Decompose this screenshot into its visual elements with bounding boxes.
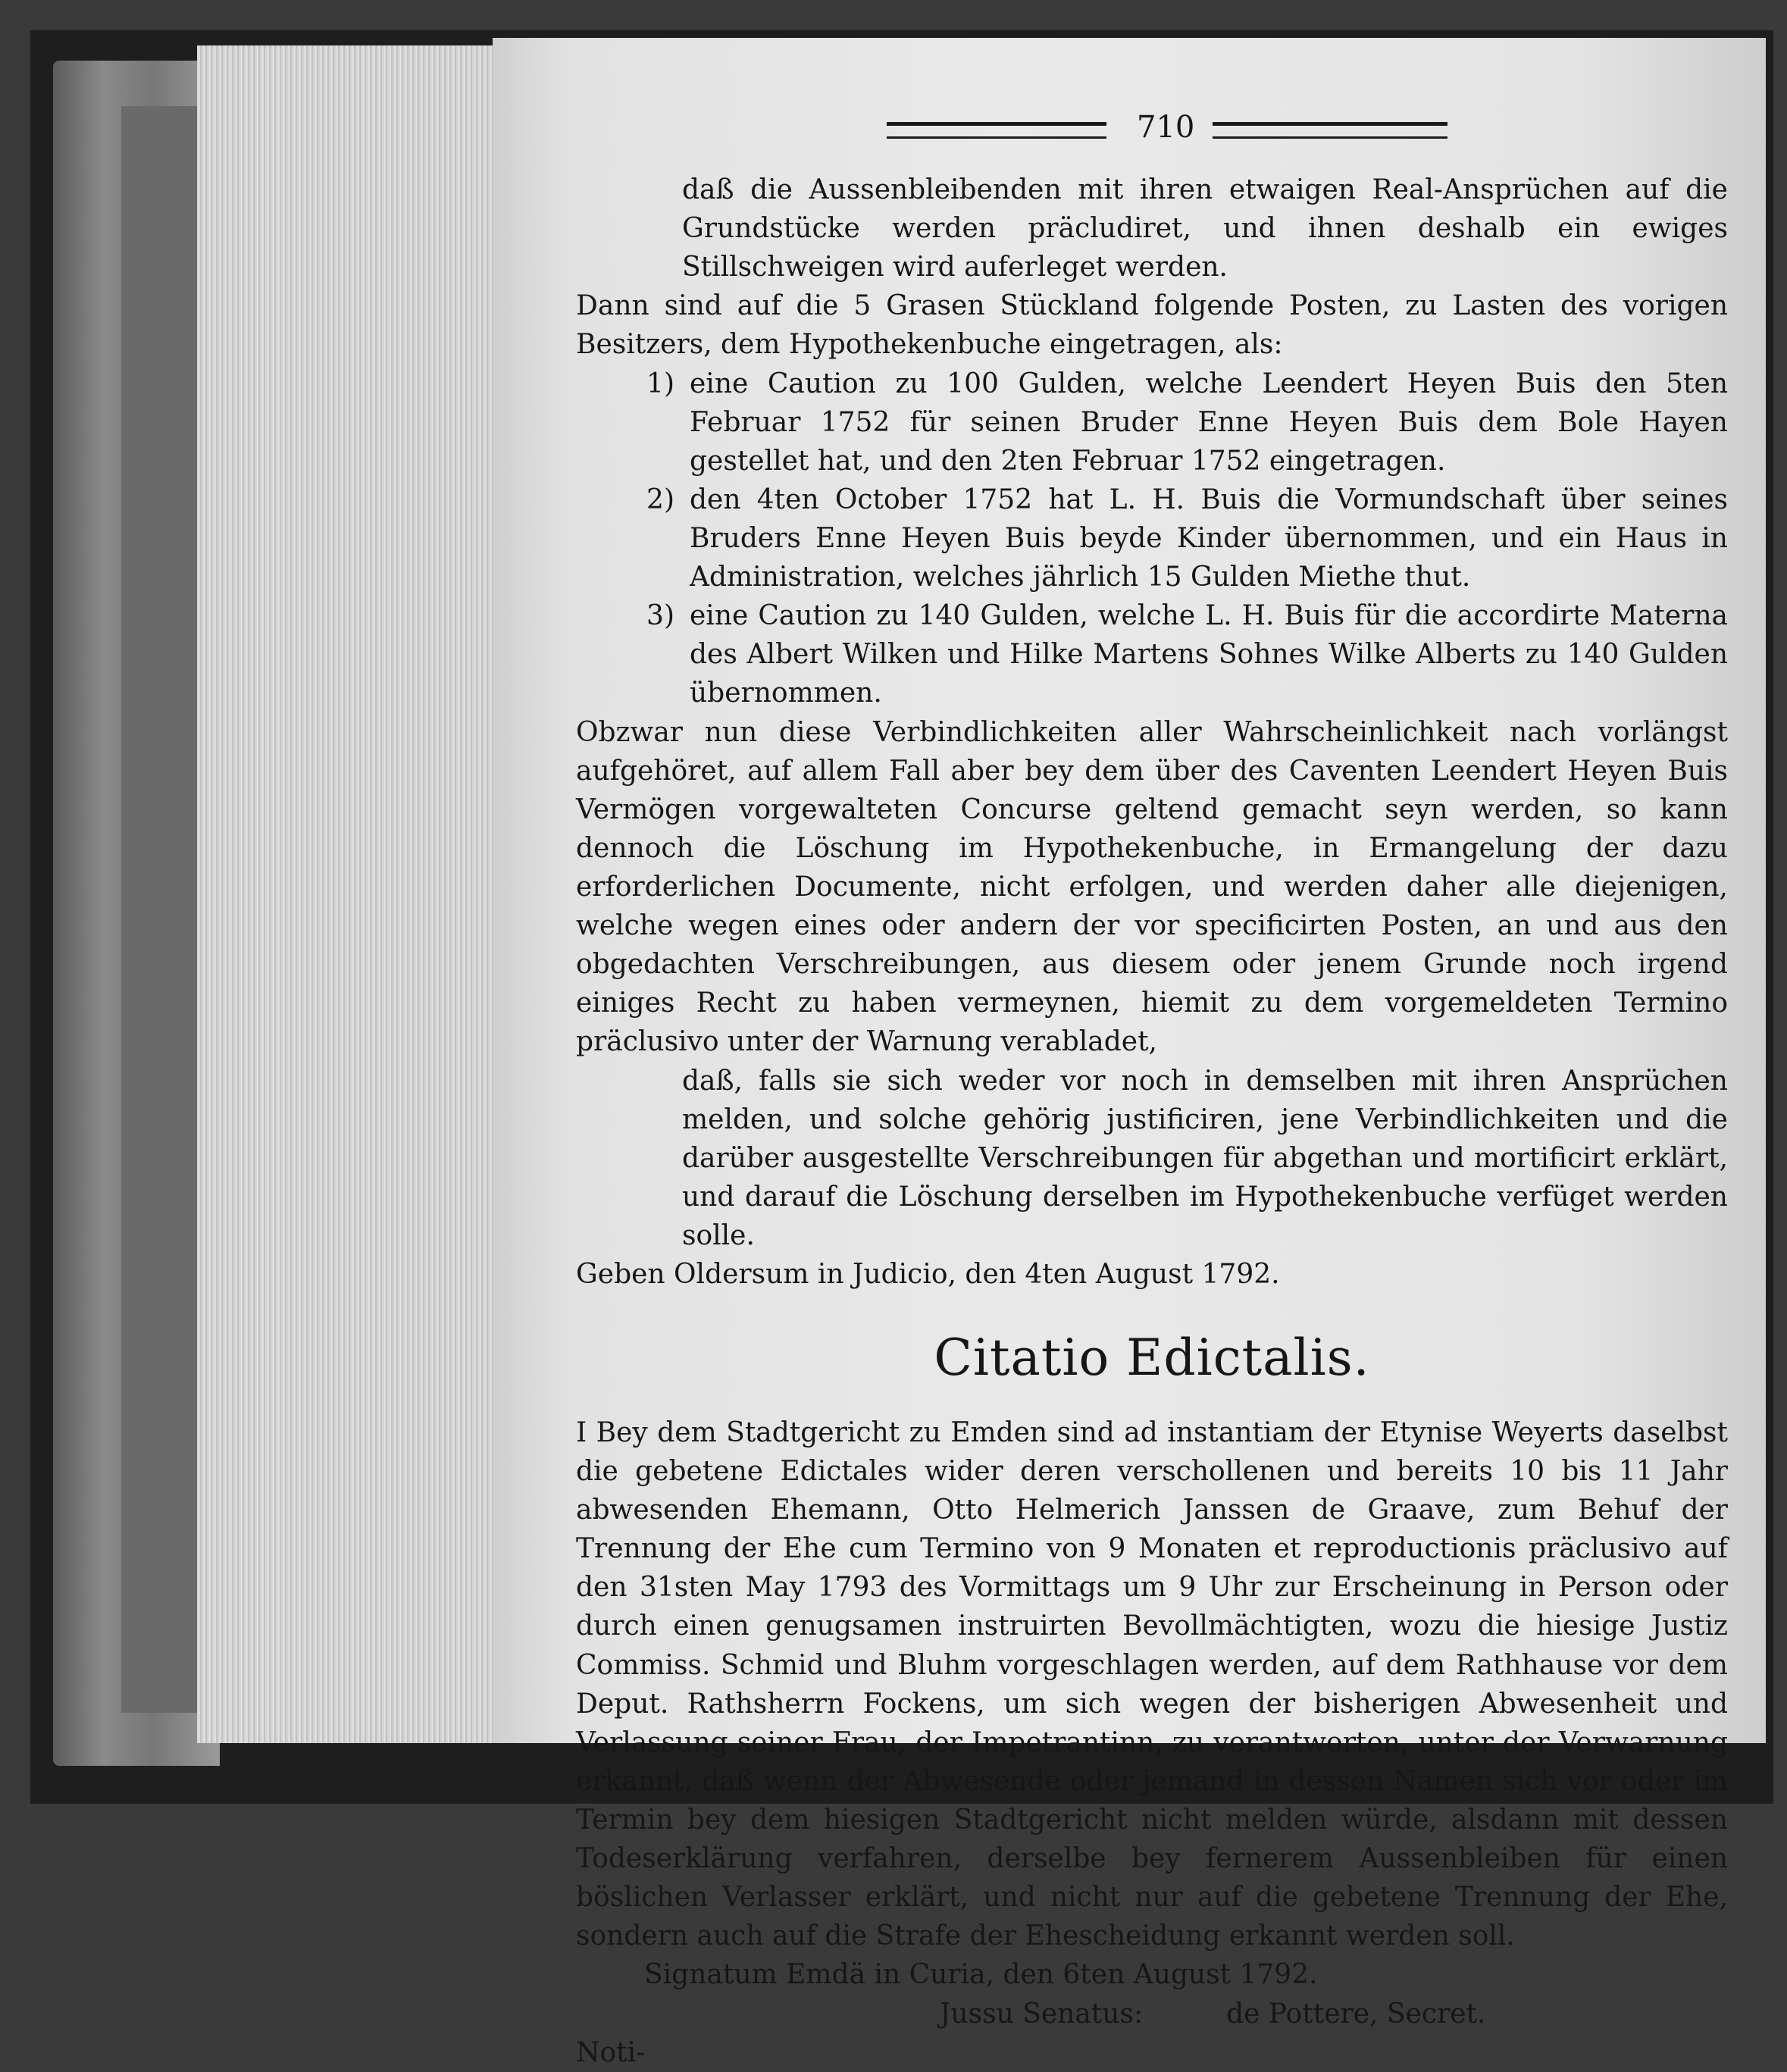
list-item xyxy=(576,596,1728,712)
section-heading: Citatio Edictalis. xyxy=(934,1329,1370,1388)
list-item-number: 2) xyxy=(646,484,674,515)
paragraph-obzwar: Obzwar nun diese Verbindlichkeiten aller Wahrscheinlichkeit nach vorlängst aufgehöret, auf allem Fall aber bey dem über des Caventen Leendert Heyen Buis Vermögen vorgewalteten Concurse geltend gemacht seyn werden, so kann dennoch die Löschung im Hypothekenbuche, in Ermangelung der dazu erforderlichen Documente, nicht erfolgen, und werden daher alle diejenigen, welche wegen eines oder andern der vor specificirten Posten, an und aus den obgedachten Verschreibungen, aus diesem oder jenem Grunde noch irgend einiges Recht zu haben vermeynen, hiemit zu dem vorgemeldeten Termino präclusivo unter der Warnung verabladet, xyxy=(576,716,1728,1058)
paragraph-dass: daß, falls sie sich weder vor noch in demselben mit ihren Ansprüchen melden, und solche gehörig justificiren, jene Verbindlichkeiten und die darüber ausgestellte Verschreibungen für abgethan und mortificirt erklärt, und darauf die Löschung derselben im Hypothekenbuche verfüget werden solle. xyxy=(682,1065,1728,1251)
list-item-number: 1) xyxy=(646,368,674,399)
citatio-paragraph: I Bey dem Stadtgericht zu Emden sind ad instantiam der Etynise Weyerts daselbst die gebetene Edictales wider deren verschollenen und bereits 10 bis 11 Jahr abwesenden Ehemann, Otto Helmerich Janssen de Graave, zum Behuf der Trennung der Ehe cum Termino von 9 Monaten et reproductionis präclusivo auf den 31sten May 1793 des Vormittags um 9 Uhr zur Erscheinung in Person oder durch einen genugsamen instruirten Bevollmächtigten, wozu die hiesige Justiz Commiss. Schmid und Bluhm vorgeschlagen werden, auf dem Rathhause vor dem Deput. Rathsherrn Fockens, um sich wegen der bisherigen Abwesenheit und Verlassung seiner Frau, der Impetrantinn, zu verantworten, unter der Verwarnung erkannt, daß wenn der Abwesende oder jemand in dessen Namen sich vor oder im Termin bey dem hiesigen Stadtgericht nicht melden würde, alsdann mit dessen Todeserklärung verfahren, derselbe bey fernerem Aussenbleiben für einen böslichen Verlasser erklärt, und nicht nur auf die gebetene Trennung der Ehe, sondern auch auf die Strafe der Ehescheidung erkannt werden soll. xyxy=(576,1416,1728,1952)
list-item xyxy=(576,365,1728,480)
list-item-text: eine Caution zu 140 Gulden, welche L. H. Buis für die accordirte Materna des Albert Wilken und Hilke Martens Sohnes Wilke Alberts zu 140 Gulden übernommen. xyxy=(690,600,1728,709)
signatum-line: Signatum Emdä in Curia, den 6ten August 1792. xyxy=(644,1959,1318,1991)
list-item-text: den 4ten October 1752 hat L. H. Buis die Vormundschaft über seines Bruders Enne Heyen Buis beyde Kinder übernommen, und ein Haus in Administration, welches jährlich 15 Gulden Miethe thut. xyxy=(690,484,1728,593)
list-item-text: eine Caution zu 100 Gulden, welche Leendert Heyen Buis den 5ten Februar 1752 für seinen Bruder Enne Heyen Buis dem Bole Hayen gestellet hat, und den 2ten Februar 1752 eingetragen. xyxy=(690,368,1728,477)
header-rule-right xyxy=(1213,122,1447,139)
secretary-name: de Pottere, Secret. xyxy=(1226,1998,1486,2030)
page-header xyxy=(887,110,1447,155)
paragraph-dann: Dann sind auf die 5 Grasen Stückland folgende Posten, zu Lasten des vorigen Besitzers, dem Hypothekenbuche eingetragen, als: xyxy=(576,290,1728,361)
page-text xyxy=(576,171,1728,2072)
catchword: Noti- xyxy=(576,2036,646,2068)
book-page xyxy=(493,38,1766,2068)
list-item-number: 3) xyxy=(646,600,674,632)
list-item xyxy=(576,480,1728,596)
jussu-senatus: Jussu Senatus: xyxy=(940,1998,1144,2030)
paragraph-aussenbleibenden: daß die Aussenbleibenden mit ihren etwaigen Real-Ansprüchen auf die Grundstücke werden präcludiret, und ihnen deshalb ein ewiges Stillschweigen wird auferleget werden. xyxy=(682,174,1728,283)
signature-line xyxy=(576,1995,1728,2033)
page-edges xyxy=(197,45,500,1743)
header-rule-left xyxy=(887,122,1106,139)
page-number: 710 xyxy=(1137,110,1195,145)
given-line: Geben Oldersum in Judicio, den 4ten August 1792. xyxy=(576,1259,1280,1291)
